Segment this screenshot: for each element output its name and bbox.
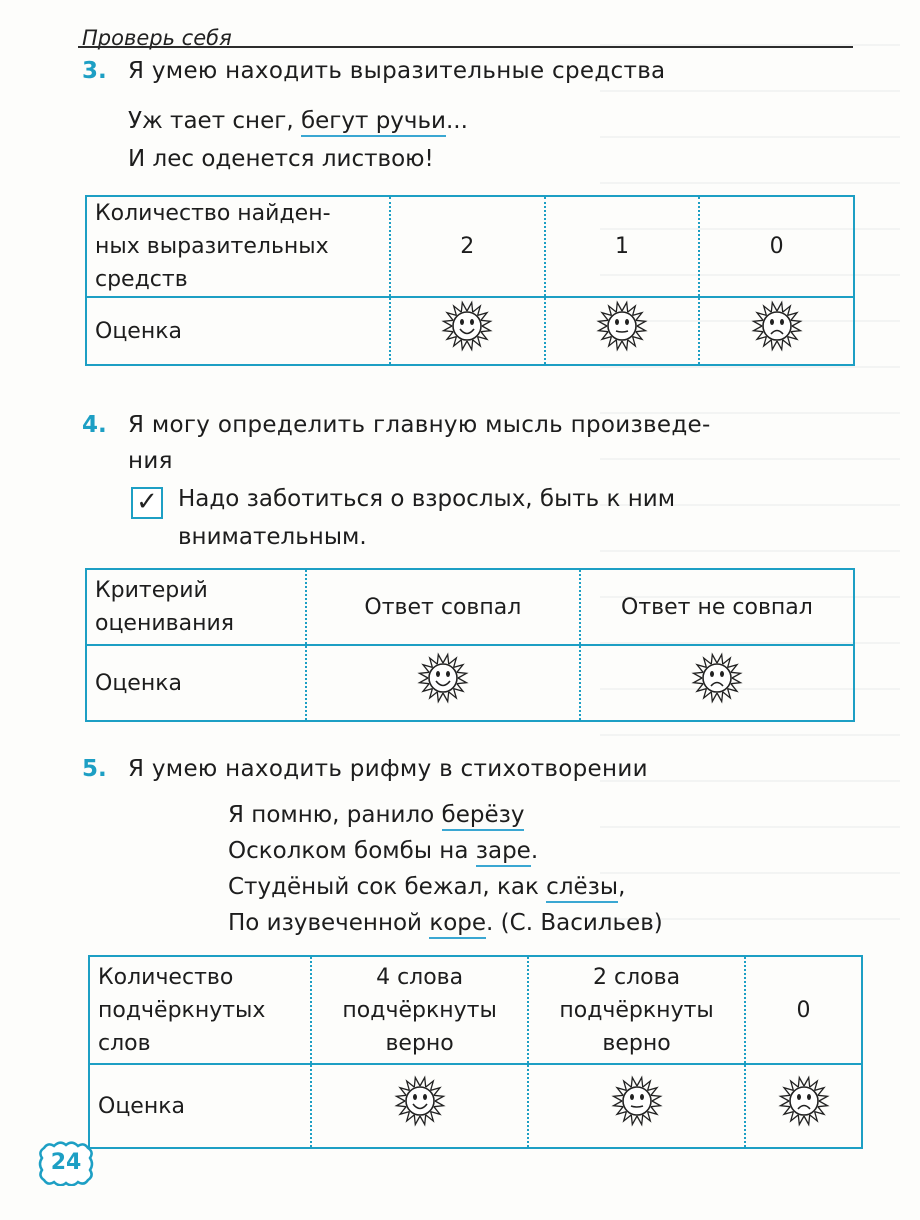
sun-happy-icon [441,300,493,362]
page-number: 24 [50,1150,82,1175]
table-row [89,1064,862,1148]
section-5-poem-line-1: Я помню, ранило берёзу [228,802,524,828]
table-row [89,956,862,1064]
page-header-title: Проверь себя [82,26,232,50]
header-rule [78,46,853,48]
table-cell-icon [311,1064,528,1148]
section-3-poem-line-2: И лес оденется листвою! [128,146,434,172]
sun-happy-icon [417,652,469,714]
underlined-word: слёзы [546,874,618,903]
table-cell-icon [528,1064,745,1148]
sun-sad-icon [778,1075,830,1137]
table-cell-value: 4 слова подчёркнуты верно [311,956,528,1064]
section-5-title: Я умею находить рифму в стихотворении [128,756,648,782]
table-cell-label: Количество найден- ных выразительных средств [86,196,390,297]
table-cell-icon [745,1064,862,1148]
sun-neutral-icon [611,1075,663,1137]
section-4-title-line-1: Я могу определить главную мысль произведе- [128,412,711,438]
table-cell-value: 2 слова подчёркнуты верно [528,956,745,1064]
bleed-through-background [600,40,900,920]
table-cell-label: Оценка [86,645,306,721]
table-cell-label: Критерий оценивания [86,569,306,645]
section-5-table [88,955,863,1149]
section-3-title: Я умею находить выразительные средства [128,58,666,84]
underlined-word: коре [429,910,486,939]
table-cell-value: 1 [545,196,700,297]
section-4-answer-line-2: внимательным. [178,524,367,550]
sun-sad-icon [751,300,803,362]
underlined-word: заре [476,838,531,867]
checkbox-checked[interactable]: ✓ [131,487,163,519]
table-cell-value: 0 [745,956,862,1064]
section-3-number: 3. [82,58,107,84]
table-cell-value: 0 [699,196,854,297]
table-row [86,645,854,721]
table-cell-icon [390,297,545,365]
table-cell-icon [580,645,854,721]
table-cell-label: Количество подчёркнутых слов [89,956,311,1064]
section-5-number: 5. [82,756,107,782]
section-3-table [85,195,855,366]
section-4-title-line-2: ния [128,448,173,474]
underlined-word: берёзу [442,802,525,831]
table-cell-value: 2 [390,196,545,297]
section-5-poem-line-2: Осколком бомбы на заре. [228,838,538,864]
table-row [86,196,854,297]
section-4-answer-line-1: Надо заботиться о взрослых, быть к ним [178,486,676,512]
table-cell-label: Оценка [86,297,390,365]
table-cell-header: Ответ не совпал [580,569,854,645]
table-row [86,569,854,645]
section-4-number: 4. [82,412,107,438]
sun-sad-icon [691,652,743,714]
underlined-phrase: бегут ручьи [301,108,446,137]
table-cell-header: Ответ совпал [306,569,580,645]
table-cell-icon [699,297,854,365]
table-row [86,297,854,365]
table-cell-icon [306,645,580,721]
section-3-poem-line-1: Уж тает снег, бегут ручьи... [128,108,468,134]
table-cell-label: Оценка [89,1064,311,1148]
section-5-poem-line-3: Студёный сок бежал, как слёзы, [228,874,625,900]
sun-happy-icon [394,1075,446,1137]
sun-neutral-icon [596,300,648,362]
section-4-table [85,568,855,722]
section-5-poem-line-4: По изувеченной коре. (С. Васильев) [228,910,663,936]
table-cell-icon [545,297,700,365]
